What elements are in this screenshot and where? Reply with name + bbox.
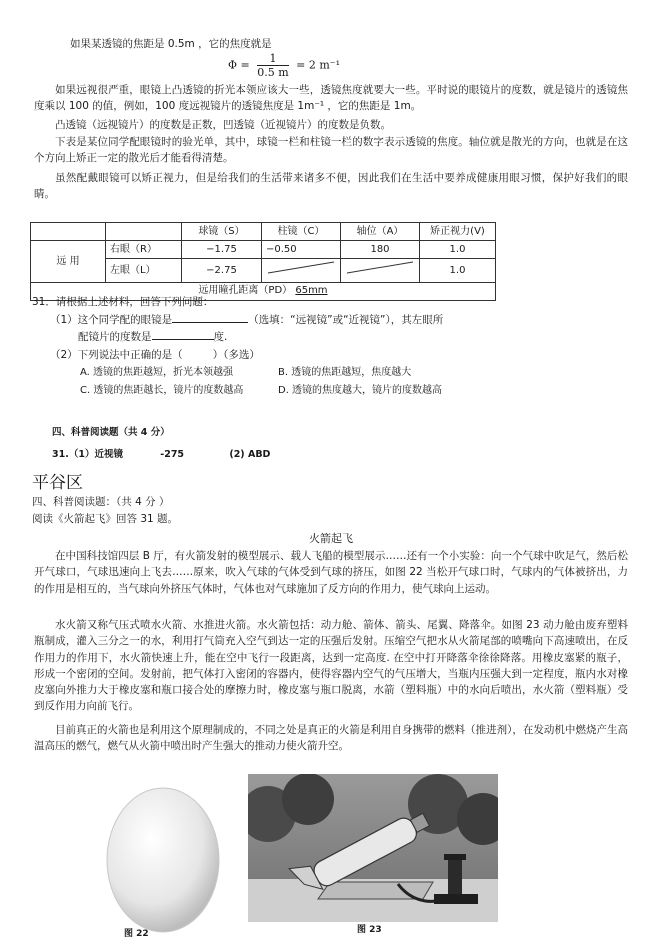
option-b: B. 透镜的焦距越短，焦度越大 (278, 367, 412, 378)
figure-23-caption: 图 23 (357, 925, 382, 935)
option-c: C. 透镜的焦距越长，镜片的度数越高 (80, 385, 244, 396)
paragraph-eye-care: 虽然配戴眼镜可以矫正视力，但是给我们的生活带来诸多不便，因此我们在生活中要养成健康用眼习惯，保护好我们的眼睛。 (34, 172, 628, 201)
header-sphere: 球镜（S） (182, 223, 262, 241)
formula-lhs: Φ = (228, 58, 250, 72)
article-paragraph-balloon: 在中国科技馆四层 B 厅，有火箭发射的模型展示、载人飞船的模型展示……还有一个小实验：向一个气球中吹足气，然后松开气球口，气球迅速向上飞去……原来，吹入气球的气体受到气球的挤压，如图 22 当松开气球口时，气球内的气体被挤出，力的作用是相互的，当气球向外挤压气体时，气体也对气球施加了反方向的作用力，使气球向上运动。 (34, 550, 628, 595)
header-corrected-vision: 矫正视力(V) (420, 223, 496, 241)
question-31-stem: 31．请根据上述材料，回答下列问题： (32, 296, 214, 308)
cell-cylinder: −0.50 (262, 241, 341, 259)
answer-heading: 四、科普阅读题（共 4 分） (52, 427, 170, 438)
question-31-part-1-degree (78, 329, 227, 345)
formula-denominator: 0.5 m (257, 66, 289, 79)
option-d: D. 透镜的焦度越大，镜片的度数越高 (278, 385, 443, 396)
part-1-degree-text: 配镜片的度数是 (78, 331, 152, 343)
part-1-degree-unit: 度. (213, 331, 228, 343)
table-row (31, 259, 633, 283)
part-2-text: （2）下列说法中正确的是（ (50, 349, 183, 361)
answer-1-label: 31.（1）近视镜 (52, 449, 123, 460)
figure-22-caption: 图 22 (124, 929, 149, 939)
option-a: A. 透镜的焦距越短，折光本领越强 (80, 367, 234, 378)
formula-rhs: = 2 m⁻¹ (296, 58, 341, 72)
group-label-distance: 远 用 (31, 241, 106, 283)
table-spacer (496, 282, 633, 300)
question-31-part-1 (50, 312, 443, 328)
article-title: 火箭起飞 (309, 532, 353, 545)
slash-icon (341, 259, 419, 276)
pd-label: 远用瞳孔距离（PD） (198, 285, 293, 297)
eye-label-right: 右眼（R） (106, 241, 182, 259)
answer-1-value: -275 (160, 449, 185, 460)
balloon-icon (107, 788, 219, 932)
table-header-row (31, 223, 633, 241)
article-paragraph-real-rocket: 目前真正的火箭也是利用这个原理制成的，不同之处是真正的火箭是利用自身携带的燃料（推进剂），在发动机中燃烧产生高温高压的燃气，燃气从火箭中喷出时产生强大的推动力使火箭升空。 (34, 724, 628, 753)
reading-instruction: 阅读《火箭起飞》回答 31 题。 (32, 513, 179, 525)
table-spacer (496, 259, 633, 283)
table-row (31, 241, 633, 259)
answer-2: (2) ABD (229, 449, 271, 460)
header-empty (106, 223, 182, 241)
formula-fraction (257, 52, 288, 79)
cell-vision: 1.0 (420, 259, 496, 283)
prescription-table (30, 222, 632, 301)
formula-numerator: 1 (257, 52, 288, 66)
table-spacer (496, 241, 633, 259)
answer-line (52, 448, 270, 463)
balloon-figure (100, 760, 230, 936)
focal-length-text: 如果某透镜的焦距是 0.5m ，它的焦度就是 (70, 38, 272, 50)
header-axis: 轴位（A） (341, 223, 420, 241)
region-title: 平谷区 (32, 473, 83, 493)
table-spacer (496, 223, 633, 241)
paragraph-prescription-intro: 下表是某位同学配眼镜时的验光单，其中，球镜一栏和柱镜一栏的数字表示透镜的焦度。轴位就是散光的方向，也就是在这个方向上矫正一定的散光后才能看得清楚。 (34, 136, 628, 165)
paragraph-sign-convention: 凸透镜（远视镜片）的度数是正数，凹透镜（近视镜片）的度数是负数。 (55, 119, 391, 131)
header-cylinder: 柱镜（C） (262, 223, 341, 241)
part-1-text-cont: （选填：“远视镜”或“近视镜”），其左眼所 (248, 314, 444, 326)
cell-vision: 1.0 (420, 241, 496, 259)
answer-blank-degree[interactable] (152, 339, 214, 340)
part-1-text: （1）这个同学配的眼镜是 (50, 314, 173, 326)
paragraph-lens-degree: 如果远视很严重，眼镜上凸透镜的折光本领应该大一些，透镜焦度就要大一些。平时说的眼镜片的度数，就是镜片的透镜焦度乘以 100 的值，例如，100 度远视镜片的透镜焦度是 1m⁻¹ ，它的焦距是 1m。 (34, 84, 628, 113)
part-2-text-cont: ）（多选） (212, 349, 260, 361)
question-31-part-2 (50, 347, 260, 363)
cell-sphere: −1.75 (182, 241, 262, 259)
pd-value: 65mm (295, 285, 328, 297)
focal-power-formula (228, 52, 340, 79)
water-rocket-photo (248, 774, 498, 922)
cell-sphere: −2.75 (182, 259, 262, 283)
cell-axis-slash (341, 259, 420, 283)
slash-icon (262, 259, 340, 276)
section-heading: 四、科普阅读题：（共 4 分 ） (32, 496, 170, 508)
header-empty (31, 223, 106, 241)
article-paragraph-water-rocket: 水火箭又称气压式喷水火箭、水推进火箭。水火箭包括：动力舱、箭体、箭头、尾翼、降落伞。如图 23 动力舱由废弃塑料瓶制成，灌入三分之一的水，利用打气筒充入空气到达一定的压强后发射。压缩空气把水从火箭尾部的喷嘴向下高速喷出，在反作用力的作用下，水火箭快速上升，能在空中飞行一段距离，达到一定高度. 在空中打开降落伞徐徐降落。用橡皮塞紧的瓶子，形成一个密闭的空间。发射前，把气体打入密闭的容器内，使得容器内空气的气压增大，当瓶内压强大到一定程度，瓶内水对橡皮塞向外推力大于橡皮塞和瓶口接合处的摩擦力时，橡皮塞与瓶口脱离，水箭（塑料瓶）中的水向后喷出，水火箭（塑料瓶）受到反作用力向前飞行。 (34, 619, 628, 713)
answer-blank-lens-type[interactable] (172, 322, 248, 323)
cell-cylinder-slash (262, 259, 341, 283)
cell-axis: 180 (341, 241, 420, 259)
eye-label-left: 左眼（L） (106, 259, 182, 283)
